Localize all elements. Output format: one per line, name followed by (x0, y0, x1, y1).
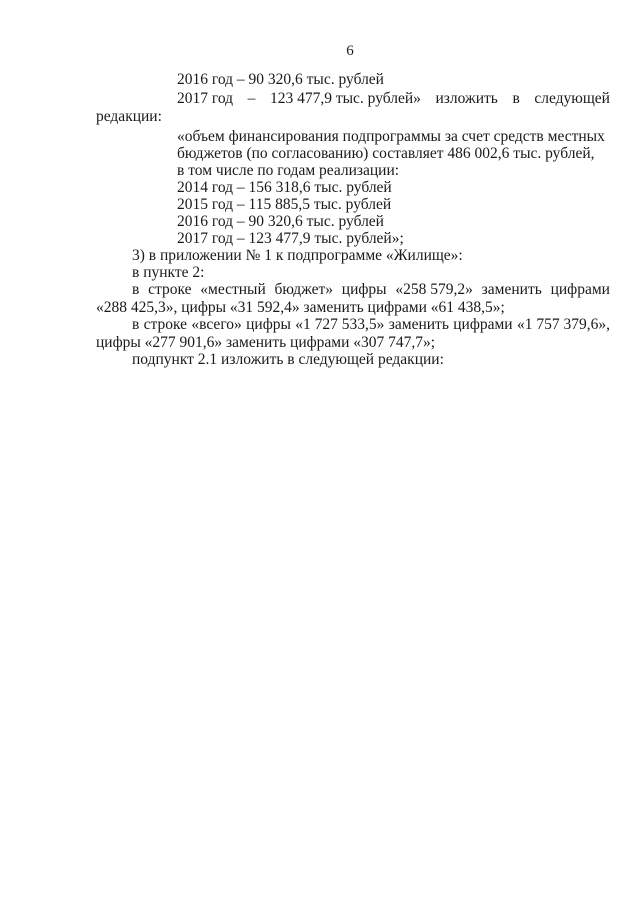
text-line: в пункте 2: (132, 264, 205, 281)
text-line: 3) в приложении № 1 к подпрограмме «Жилище»: (132, 247, 463, 264)
word: «1 757 379,6», (516, 316, 610, 333)
word: цифры (341, 281, 387, 298)
word: – (247, 90, 256, 107)
word: строке (143, 316, 188, 333)
word: цифры (246, 316, 291, 333)
word: бюджет» (274, 281, 334, 298)
word: изложить (435, 90, 498, 107)
text-line: цифры «277 901,6» заменить цифрами «307 747,7»; (96, 334, 436, 351)
word: «местный (200, 281, 266, 298)
word: цифрами (453, 316, 513, 333)
text-line: 2017 год – 123 477,9 тыс. рублей»; (177, 230, 404, 247)
text-line: 2016 год – 90 320,6 тыс. рублей (177, 213, 384, 230)
word: в (132, 281, 140, 298)
word: 123 477,9 тыс. рублей» (269, 90, 421, 107)
page-number: 6 (346, 43, 354, 59)
text-line: в том числе по годам реализации: (177, 162, 400, 179)
word: заменить (481, 281, 542, 298)
word: строке (148, 281, 192, 298)
text-line-justified (177, 89, 610, 108)
word: 2017 год (177, 90, 234, 107)
text-line: подпункт 2.1 изложить в следующей редакции: (132, 351, 444, 368)
word: цифрами (550, 281, 610, 298)
word: следующей (534, 90, 610, 107)
text-line: 2016 год – 90 320,6 тыс. рублей (177, 71, 384, 88)
word: «1 727 533,5» (295, 316, 385, 333)
text-line: бюджетов (по согласованию) составляет 486 002,6 тыс. рублей, (177, 145, 595, 162)
word: в (132, 316, 140, 333)
text-line: 2015 год – 115 885,5 тыс. рублей (177, 196, 392, 213)
text-line: «объем финансирования подпрограммы за счет средств местных (177, 128, 605, 145)
text-line-justified (132, 315, 610, 334)
text-line: «288 425,3», цифры «31 592,4» заменить цифрами «61 438,5»; (96, 299, 505, 316)
text-line: редакции: (96, 108, 162, 125)
text-line: 2014 год – 156 318,6 тыс. рублей (177, 179, 392, 196)
word: «всего» (191, 316, 242, 333)
word: «258 579,2» (395, 281, 473, 298)
text-line-justified (132, 280, 610, 299)
word: заменить (388, 316, 449, 333)
word: в (512, 90, 520, 107)
